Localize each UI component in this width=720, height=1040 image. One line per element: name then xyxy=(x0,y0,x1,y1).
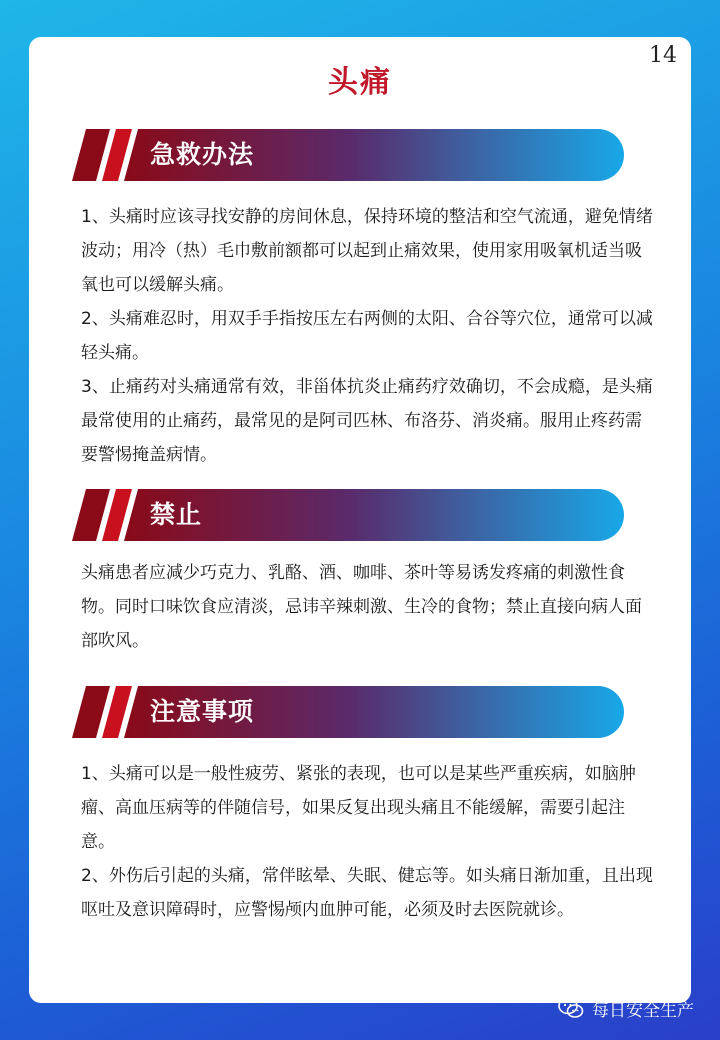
paragraph: 2、外伤后引起的头痛，常伴眩晕、失眠、健忘等。如头痛日渐加重，且出现呕吐及意识障碍时，应警惕颅内血肿可能，必须及时去医院就诊。 xyxy=(81,866,653,920)
content-card xyxy=(29,37,691,1003)
paragraph: 3、止痛药对头痛通常有效，非甾体抗炎止痛药疗效确切，不会成瘾，是头痛最常使用的止痛药，最常见的是阿司匹林、布洛芬、消炎痛。服用止疼药需要警惕掩盖病情。 xyxy=(81,377,653,465)
page-title: 头痛 xyxy=(328,65,392,100)
paragraph: 1、头痛时应该寻找安静的房间休息，保持环境的整洁和空气流通，避免情绪波动；用冷（热）毛巾敷前额都可以起到止痛效果，使用家用吸氧机适当吸氧也可以缓解头痛。 xyxy=(81,207,653,295)
section-header-prohibited xyxy=(72,489,624,541)
paragraph: 1、头痛可以是一般性疲劳、紧张的表现，也可以是某些严重疾病，如脑肿瘤、高血压病等的伴随信号，如果反复出现头痛且不能缓解，需要引起注意。 xyxy=(81,764,636,852)
section-header-notes xyxy=(72,686,624,738)
page-number: 14 xyxy=(649,43,677,68)
watermark-text: 每日安全生产 xyxy=(592,1000,694,1021)
paragraph: 头痛患者应减少巧克力、乳酪、酒、咖啡、茶叶等易诱发疼痛的刺激性食物。同时口味饮食应清淡，忌讳辛辣刺激、生冷的食物；禁止直接向病人面部吹风。 xyxy=(81,563,642,651)
section-body-first-aid xyxy=(81,200,656,472)
section-heading: 禁止 xyxy=(150,500,203,529)
section-heading: 注意事项 xyxy=(150,697,255,726)
wechat-icon xyxy=(558,997,584,1019)
paragraph: 2、头痛难忍时，用双手手指按压左右两侧的太阳、合谷等穴位，通常可以减轻头痛。 xyxy=(81,309,653,363)
section-header-first-aid xyxy=(72,129,624,181)
section-heading: 急救办法 xyxy=(150,140,255,169)
watermark xyxy=(558,994,694,1022)
section-body-prohibited xyxy=(81,556,656,658)
section-body-notes xyxy=(81,757,656,927)
